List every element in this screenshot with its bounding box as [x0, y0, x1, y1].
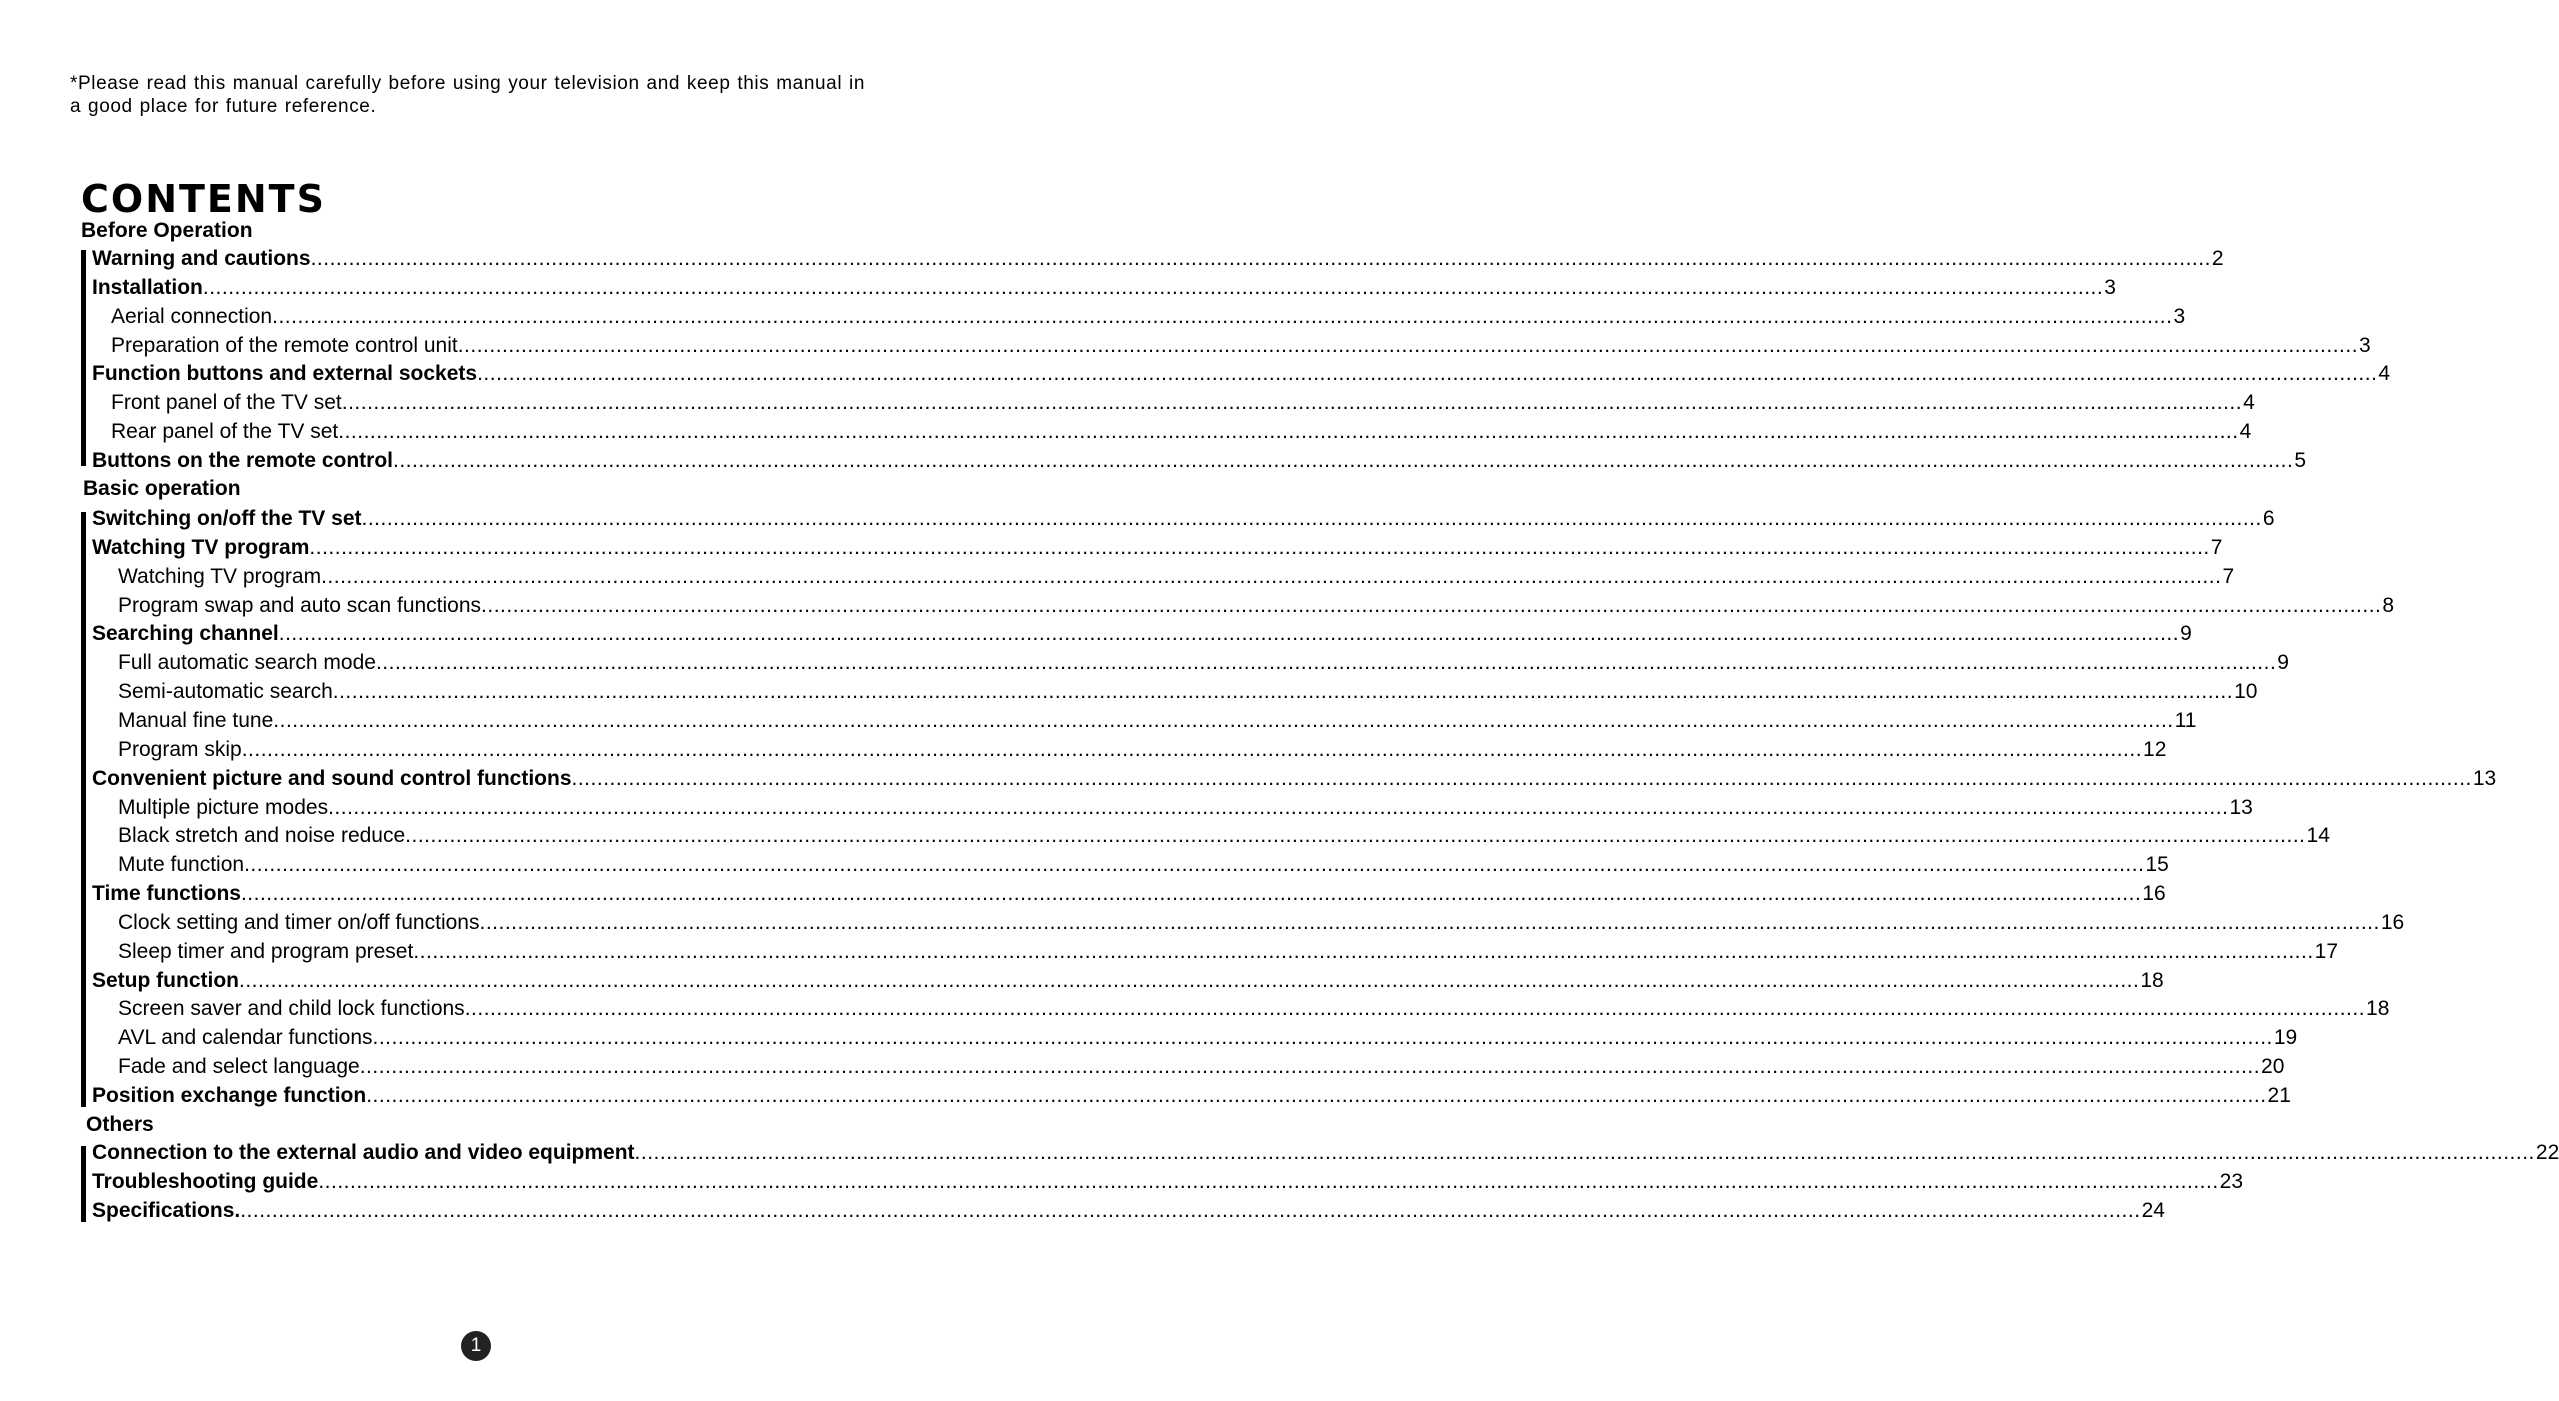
toc-entry-page: 18 [2366, 997, 2390, 1020]
toc-entry-page: 24 [2141, 1199, 2165, 1222]
dot-leader: ............................................................................................................................................................................................................................................................................................................ [328, 796, 2229, 819]
toc-entry-label: Searching channel [92, 622, 279, 645]
toc-entry-label: Front panel of the TV set [111, 391, 342, 414]
toc-entry[interactable] [118, 650, 2289, 676]
toc-entry[interactable] [111, 333, 2371, 359]
toc-entry-label: Rear panel of the TV set [111, 420, 339, 443]
toc-entry-label: Position exchange function [92, 1084, 367, 1107]
dot-leader: ............................................................................................................................................................................................................................................................................................................ [372, 1026, 2273, 1049]
toc-entry-label: Connection to the external audio and video equipment [92, 1141, 635, 1164]
toc-entry-label: Watching TV program [118, 565, 322, 588]
page-number-badge: 1 [461, 1331, 491, 1361]
dot-leader: ............................................................................................................................................................................................................................................................................................................ [634, 1141, 2535, 1164]
toc-entry[interactable] [118, 679, 2258, 705]
dot-leader: ............................................................................................................................................................................................................................................................................................................ [481, 594, 2382, 617]
toc-entry[interactable] [111, 419, 2252, 445]
dot-leader: ............................................................................................................................................................................................................................................................................................................ [464, 997, 2366, 1020]
toc-entry-label: Sleep timer and program preset [118, 940, 414, 963]
dot-leader: ............................................................................................................................................................................................................................................................................................................ [571, 767, 2472, 790]
section-bar [81, 1146, 86, 1222]
toc-entry-label: Watching TV program [92, 536, 310, 559]
toc-entry-label: Fade and select language [118, 1055, 360, 1078]
toc-entry[interactable] [92, 968, 2164, 994]
toc-entry-label: Setup function [92, 969, 239, 992]
dot-leader: ............................................................................................................................................................................................................................................................................................................ [241, 738, 2143, 761]
dot-leader: ............................................................................................................................................................................................................................................................................................................ [318, 1170, 2219, 1193]
dot-leader: ............................................................................................................................................................................................................................................................................................................ [457, 334, 2359, 357]
dot-leader: ............................................................................................................................................................................................................................................................................................................ [202, 276, 2104, 299]
toc-entry[interactable] [118, 593, 2395, 619]
toc-entry[interactable] [92, 448, 2307, 474]
toc-entry-page: 4 [2378, 362, 2391, 385]
dot-leader: ............................................................................................................................................................................................................................................................................................................ [413, 940, 2314, 963]
section-heading: Basic operation [83, 477, 241, 500]
toc-entry-page: 7 [2210, 536, 2223, 559]
toc-entry[interactable] [92, 621, 2192, 647]
toc-entry[interactable] [92, 1169, 2244, 1195]
toc-entry-page: 18 [2140, 969, 2164, 992]
dot-leader: ............................................................................................................................................................................................................................................................................................................ [240, 1199, 2141, 1222]
toc-entry-page: 11 [2174, 709, 2197, 732]
toc-entry-page: 6 [2262, 507, 2275, 530]
toc-entry-label: Mute function [118, 853, 245, 876]
toc-entry-page: 13 [2472, 767, 2497, 790]
toc-entry-page: 4 [2239, 420, 2252, 443]
dot-leader: ............................................................................................................................................................................................................................................................................................................ [366, 1084, 2267, 1107]
dot-leader: ............................................................................................................................................................................................................................................................................................................ [479, 911, 2380, 934]
toc-entry-label: Convenient picture and sound control functions [92, 767, 572, 790]
dot-leader: ............................................................................................................................................................................................................................................................................................................ [341, 391, 2243, 414]
toc-entry[interactable] [92, 1083, 2291, 1109]
toc-entry-label: Buttons on the remote control [92, 449, 393, 472]
toc-entry[interactable] [118, 1025, 2298, 1051]
dot-leader: ............................................................................................................................................................................................................................................................................................................ [310, 247, 2211, 270]
toc-entry[interactable] [92, 1140, 2559, 1166]
section-heading: Before Operation [81, 219, 253, 242]
toc-entry-label: Specifications. [92, 1199, 241, 1222]
dot-leader: ............................................................................................................................................................................................................................................................................................................ [338, 420, 2239, 443]
toc-entry-page: 23 [2219, 1170, 2244, 1193]
toc-entry-page: 16 [2380, 911, 2405, 934]
toc-entry-label: Time functions [92, 882, 241, 905]
toc-entry-label: AVL and calendar functions [118, 1026, 373, 1049]
dot-leader: ............................................................................................................................................................................................................................................................................................................ [240, 882, 2142, 905]
toc-entry-page: 5 [2294, 449, 2307, 472]
toc-entry[interactable] [92, 275, 2116, 301]
toc-entry-label: Switching on/off the TV set [92, 507, 362, 530]
toc-entry[interactable] [92, 766, 2497, 792]
section-bar [81, 512, 86, 1107]
toc-entry[interactable] [118, 795, 2253, 821]
dot-leader: ............................................................................................................................................................................................................................................................................................................ [361, 507, 2262, 530]
toc-entry-page: 9 [2180, 622, 2192, 645]
toc-entry-page: 7 [2222, 565, 2235, 588]
toc-entry-label: Manual fine tune [118, 709, 274, 732]
toc-entry-label: Black stretch and noise reduce [118, 824, 406, 847]
dot-leader: ............................................................................................................................................................................................................................................................................................................ [273, 709, 2174, 732]
toc-entry[interactable] [118, 910, 2405, 936]
toc-entry-page: 3 [2173, 305, 2186, 328]
dot-leader: ............................................................................................................................................................................................................................................................................................................ [244, 853, 2145, 876]
toc-entry-label: Program skip [118, 738, 242, 761]
toc-entry[interactable] [118, 1054, 2285, 1080]
toc-entry-page: 2 [2211, 247, 2224, 270]
toc-entry[interactable] [118, 939, 2339, 965]
dot-leader: ............................................................................................................................................................................................................................................................................................................ [278, 622, 2180, 645]
toc-entry-page: 15 [2145, 853, 2169, 876]
toc-entry-label: Warning and cautions [92, 247, 311, 270]
toc-entry-page: 9 [2277, 651, 2289, 674]
toc-entry[interactable] [118, 737, 2167, 763]
toc-entry-page: 20 [2261, 1055, 2285, 1078]
toc-entry-page: 10 [2234, 680, 2258, 703]
toc-entry-label: Program swap and auto scan functions [118, 594, 482, 617]
toc-entry-page: 8 [2382, 594, 2395, 617]
toc-entry-label: Troubleshooting guide [92, 1170, 319, 1193]
toc-entry[interactable] [92, 506, 2275, 532]
section-heading: Others [86, 1113, 154, 1136]
toc-entry[interactable] [111, 304, 2186, 330]
toc-entry[interactable] [92, 881, 2166, 907]
toc-entry-page: 19 [2273, 1026, 2298, 1049]
toc-entry[interactable] [111, 390, 2255, 416]
toc-entry[interactable] [118, 708, 2197, 734]
dot-leader: ............................................................................................................................................................................................................................................................................................................ [359, 1055, 2261, 1078]
toc-entry[interactable] [92, 1198, 2165, 1224]
dot-leader: ............................................................................................................................................................................................................................................................................................................ [477, 362, 2378, 385]
toc-entry[interactable] [118, 564, 2235, 590]
dot-leader: ............................................................................................................................................................................................................................................................................................................ [272, 305, 2173, 328]
toc-entry-label: Full automatic search mode [118, 651, 376, 674]
toc-entry-label: Function buttons and external sockets [92, 362, 478, 385]
section-bar [81, 250, 86, 466]
toc-entry-label: Aerial connection [111, 305, 273, 328]
dot-leader: ............................................................................................................................................................................................................................................................................................................ [309, 536, 2210, 559]
toc-entry-page: 21 [2267, 1084, 2291, 1107]
dot-leader: ............................................................................................................................................................................................................................................................................................................ [238, 969, 2140, 992]
toc-entry-page: 14 [2306, 824, 2330, 847]
toc-entry[interactable] [118, 823, 2330, 849]
manual-notice: *Please read this manual carefully before using your television and keep this manual in a good place for future reference. [70, 73, 866, 117]
dot-leader: ............................................................................................................................................................................................................................................................................................................ [393, 449, 2294, 472]
toc-entry[interactable] [118, 852, 2169, 878]
toc-entry-label: Preparation of the remote control unit [111, 334, 458, 357]
toc-entry-page: 4 [2243, 391, 2255, 414]
toc-entry-label: Installation [92, 276, 203, 299]
toc-entry[interactable] [92, 535, 2223, 561]
toc-entry-page: 3 [2104, 276, 2116, 299]
toc-entry[interactable] [118, 996, 2390, 1022]
page-title: CONTENTS [81, 177, 326, 221]
dot-leader: ............................................................................................................................................................................................................................................................................................................ [332, 680, 2234, 703]
toc-entry[interactable] [92, 246, 2224, 272]
toc-entry-page: 17 [2314, 940, 2339, 963]
dot-leader: ............................................................................................................................................................................................................................................................................................................ [321, 565, 2222, 588]
toc-entry-page: 3 [2359, 334, 2371, 357]
toc-entry-label: Multiple picture modes [118, 796, 329, 819]
toc-entry[interactable] [92, 361, 2391, 387]
toc-entry-label: Screen saver and child lock functions [118, 997, 465, 1020]
dot-leader: ............................................................................................................................................................................................................................................................................................................ [405, 824, 2306, 847]
toc-entry-page: 22 [2535, 1141, 2559, 1164]
toc-entry-page: 12 [2143, 738, 2167, 761]
toc-entry-label: Clock setting and timer on/off functions [118, 911, 480, 934]
dot-leader: ............................................................................................................................................................................................................................................................................................................ [375, 651, 2277, 674]
toc-entry-label: Semi-automatic search [118, 680, 333, 703]
toc-entry-page: 16 [2142, 882, 2166, 905]
toc-entry-page: 13 [2229, 796, 2253, 819]
